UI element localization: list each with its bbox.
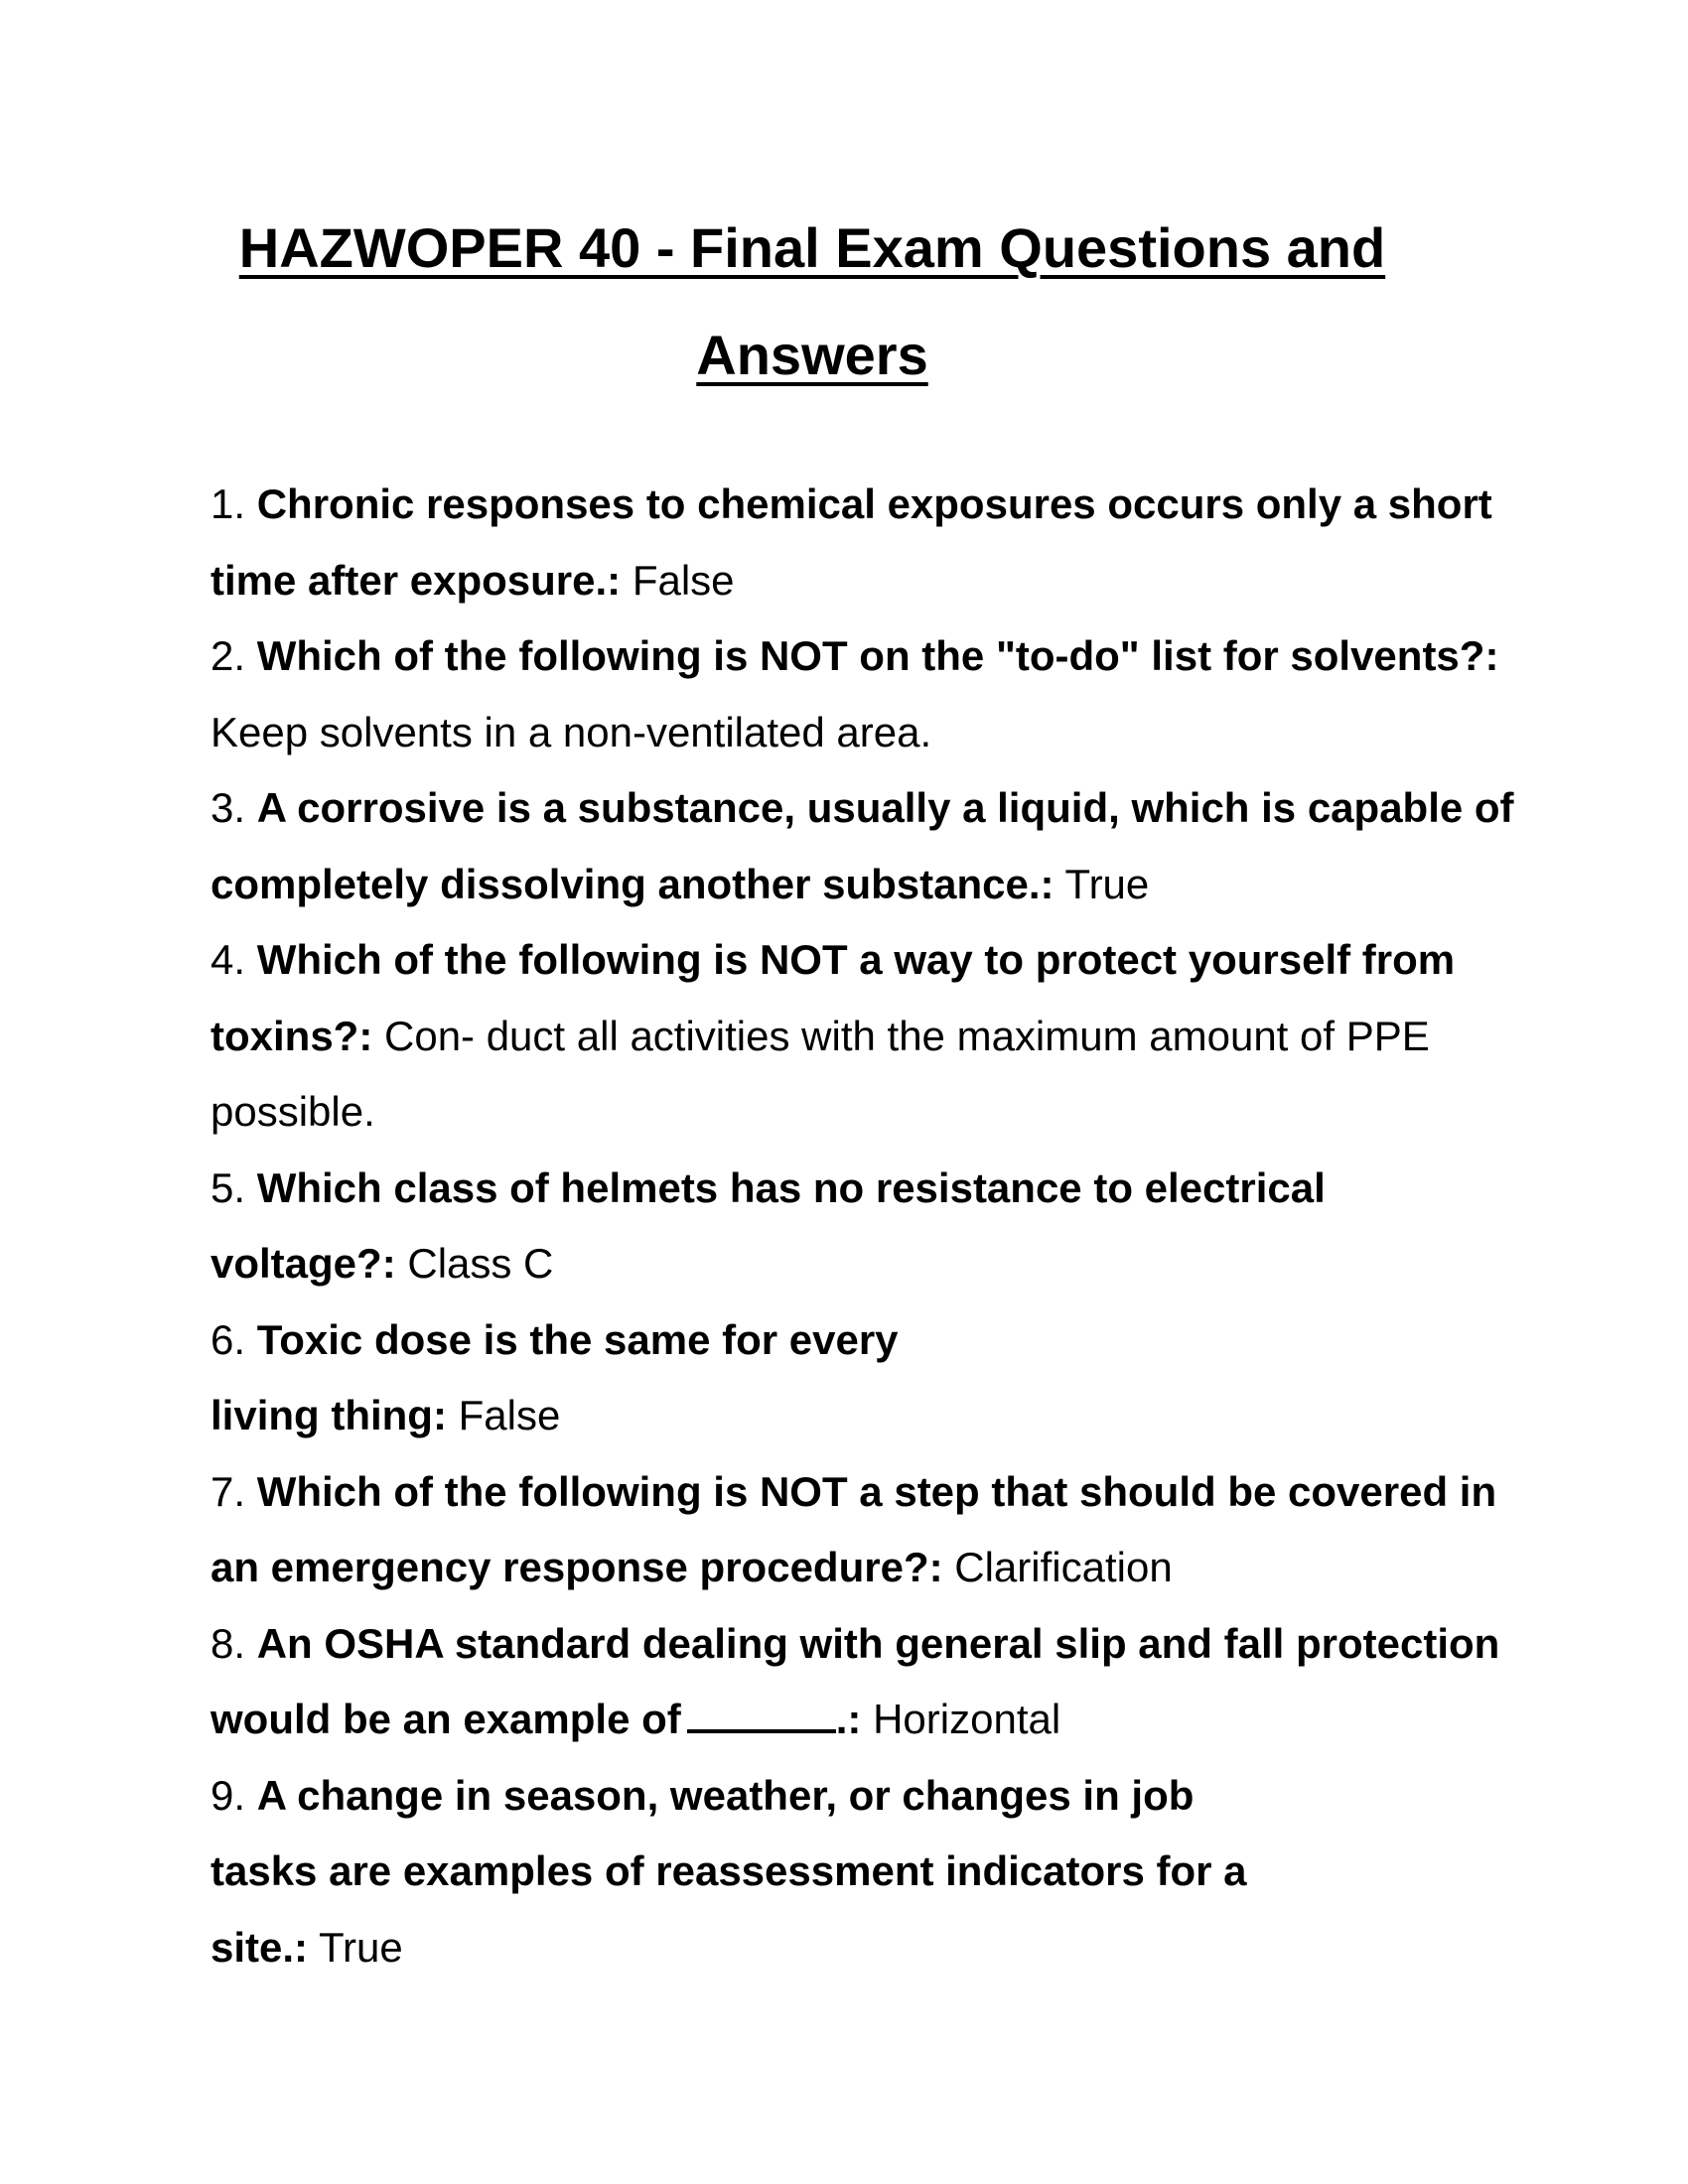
question-number: 5. xyxy=(211,1163,246,1211)
question-item-8 xyxy=(211,1606,1521,1758)
question-item-2 xyxy=(211,618,1521,770)
question-item-4 xyxy=(211,922,1521,1151)
question-item-3 xyxy=(211,770,1521,922)
question-item-6 xyxy=(211,1302,1521,1454)
question-list xyxy=(211,467,1521,1985)
question-number: 7. xyxy=(211,1467,246,1515)
question-text: Which of the following is NOT a way to protect yourself from toxins?: xyxy=(211,936,1456,1059)
question-item-5 xyxy=(211,1151,1521,1302)
question-text: A change in season, weather, or changes in job xyxy=(256,1771,1195,1819)
question-answer: False xyxy=(632,556,735,604)
answer-blank-line xyxy=(687,1696,836,1733)
question-text: Which of the following is NOT on the "to-do" list for solvents?: xyxy=(256,632,1499,679)
question-answer: False xyxy=(458,1392,561,1438)
question-answer: Class C xyxy=(407,1240,554,1287)
question-answer: True xyxy=(1064,860,1150,907)
question-item-1 xyxy=(211,467,1521,618)
question-number: 2. xyxy=(211,632,246,679)
question-text-line-2: tasks are examples of reassessment indicators for a xyxy=(211,1847,1247,1894)
question-number: 6. xyxy=(211,1315,246,1363)
title-line-1: HAZWOPER 40 - Final Exam Questions and xyxy=(238,216,1386,279)
question-item-7 xyxy=(211,1454,1521,1606)
question-text: Which of the following is NOT a step that should be covered in an emergency response procedure?: xyxy=(211,1467,1497,1590)
question-number: 4. xyxy=(211,936,246,983)
question-number: 8. xyxy=(211,1619,246,1667)
question-text: Chronic responses to chemical exposures occurs only a short time after exposure.: xyxy=(211,480,1492,604)
question-text-line-2: living thing: xyxy=(211,1392,447,1438)
question-text: Toxic dose is the same for every xyxy=(256,1315,899,1363)
question-answer: Con- duct all activities with the maximum amount of PPE possible. xyxy=(211,1012,1430,1135)
title-line-2: Answers xyxy=(696,324,928,386)
question-answer: Clarification xyxy=(954,1544,1173,1590)
question-answer: Horizontal xyxy=(873,1696,1061,1742)
document-title xyxy=(149,195,1476,409)
question-number: 3. xyxy=(211,784,246,831)
question-text-suffix: .: xyxy=(835,1696,862,1742)
question-text: An OSHA standard dealing with general slip and fall protection would be an example of xyxy=(211,1619,1500,1742)
question-text: A corrosive is a substance, usually a liquid, which is capable of completely dissolving another substance.: xyxy=(211,784,1514,907)
question-answer: Keep solvents in a non-ventilated area. xyxy=(211,708,932,755)
question-text: Which class of helmets has no resistance to electrical voltage?: xyxy=(211,1163,1326,1287)
question-answer: True xyxy=(318,1923,403,1971)
question-number: 9. xyxy=(211,1771,246,1819)
question-item-9 xyxy=(211,1758,1521,1986)
question-number: 1. xyxy=(211,480,246,527)
question-text-line-3: site.: xyxy=(211,1923,309,1971)
